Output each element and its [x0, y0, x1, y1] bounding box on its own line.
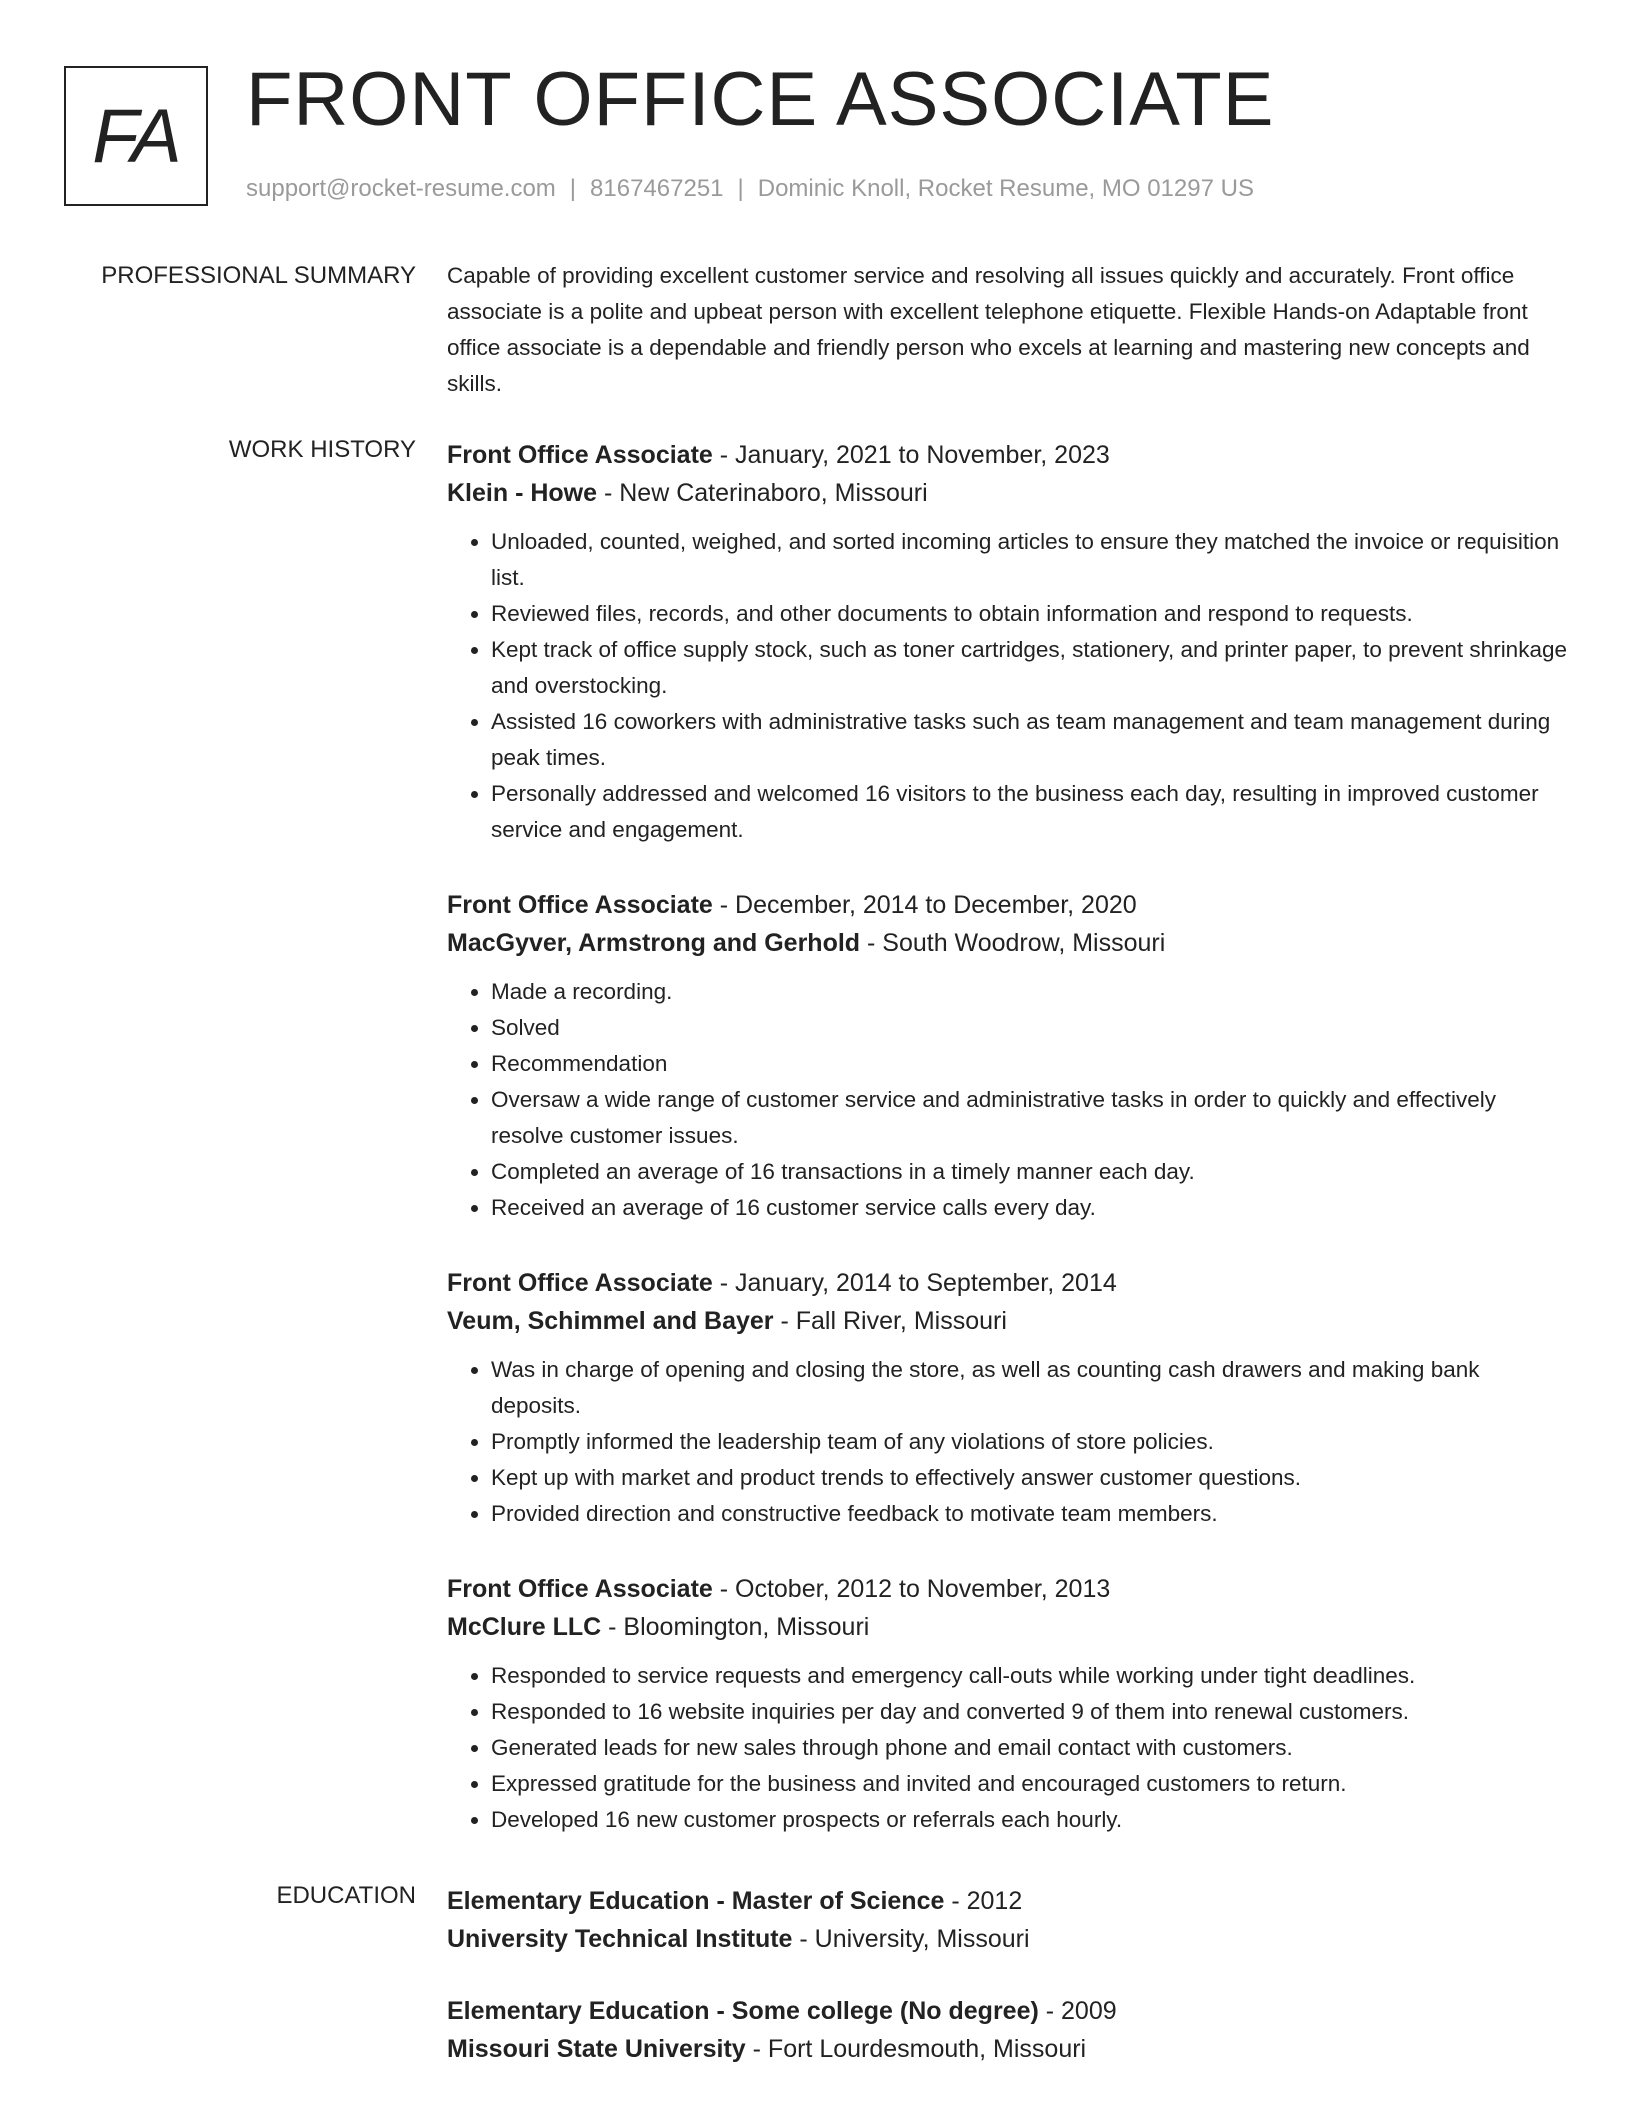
education-year: - 2012 — [944, 1887, 1023, 1915]
job-duty-item: • Made a recording. — [491, 974, 1567, 1010]
job-company: Veum, Schimmel and Bayer — [447, 1307, 774, 1335]
job-duty-item: • Responded to 16 website inquiries per day and converted 9 of them into renewal customers. — [491, 1694, 1567, 1730]
section-label-work-history: WORK HISTORY — [228, 436, 416, 463]
contact-email[interactable]: support@rocket-resume.com — [246, 175, 556, 202]
job-title-line — [447, 886, 1567, 924]
job-company-line — [447, 474, 1567, 512]
job-title: Front Office Associate — [447, 441, 713, 469]
job-entry — [447, 886, 1567, 1226]
job-duty-item: • Received an average of 16 customer service calls every day. — [491, 1190, 1567, 1226]
job-location: - South Woodrow, Missouri — [860, 929, 1166, 957]
job-duty-item: • Was in charge of opening and closing the store, as well as counting cash drawers and making bank deposits. — [491, 1352, 1567, 1424]
education-degree-line — [447, 1992, 1567, 2030]
job-company: Klein - Howe — [447, 479, 598, 507]
summary-body — [447, 262, 1567, 402]
job-company-line — [447, 1302, 1567, 1340]
job-duty-item: • Completed an average of 16 transactions in a timely manner each day. — [491, 1154, 1567, 1190]
job-duties-list — [447, 974, 1567, 1226]
initials-monogram: FA — [64, 66, 208, 206]
education-degree: Elementary Education - Some college (No degree) — [447, 1997, 1039, 2025]
contact-phone[interactable]: 8167467251 — [590, 175, 724, 202]
education-school-line — [447, 1920, 1567, 1958]
job-company: MacGyver, Armstrong and Gerhold — [447, 929, 861, 957]
section-label-education: EDUCATION — [276, 1882, 416, 1909]
job-entry — [447, 436, 1567, 848]
summary-text: Capable of providing excellent customer service and resolving all issues quickly and accurately. Front office associate is a polite and upbeat person with excellent telephone etiquette. Flexible Hands-on Adaptable front office associate is a dependable and friendly person who excels at learning and mastering new concepts and skills. — [447, 263, 1530, 396]
job-duties-list — [447, 1658, 1567, 1838]
job-duty-item: • Responded to service requests and emergency call-outs while working under tight deadlines. — [491, 1658, 1567, 1694]
contact-separator: | — [569, 175, 577, 202]
job-duty-item: • Generated leads for new sales through phone and email contact with customers. — [491, 1730, 1567, 1766]
job-duty-item: • Promptly informed the leadership team of any violations of store policies. — [491, 1424, 1567, 1460]
job-dates: - January, 2021 to November, 2023 — [712, 441, 1110, 469]
job-dates: - January, 2014 to September, 2014 — [712, 1269, 1117, 1297]
job-company-line — [447, 1608, 1567, 1646]
job-company: McClure LLC — [447, 1613, 602, 1641]
job-duty-item: • Oversaw a wide range of customer service and administrative tasks in order to quickly and effectively resolve customer issues. — [491, 1082, 1567, 1154]
contact-address: Dominic Knoll, Rocket Resume, MO 01297 US — [757, 175, 1254, 202]
education-entry — [447, 1992, 1567, 2068]
education-degree: Elementary Education - Master of Science — [447, 1887, 945, 1915]
education-body — [447, 1882, 1567, 2102]
education-entry — [447, 1882, 1567, 1958]
education-school-line — [447, 2030, 1567, 2068]
job-duty-item: • Recommendation — [491, 1046, 1567, 1082]
job-duty-item: • Kept up with market and product trends to effectively answer customer questions. — [491, 1460, 1567, 1496]
work-history-body — [447, 436, 1567, 1876]
job-title: Front Office Associate — [447, 1575, 713, 1603]
education-degree-line — [447, 1882, 1567, 1920]
page-title: FRONT OFFICE ASSOCIATE — [246, 57, 1275, 142]
job-title: Front Office Associate — [447, 891, 713, 919]
contact-separator: | — [737, 175, 744, 202]
job-title: Front Office Associate — [447, 1269, 713, 1297]
job-duty-item: • Unloaded, counted, weighed, and sorted incoming articles to ensure they matched the invoice or requisition list. — [491, 524, 1567, 596]
job-duty-item: • Reviewed files, records, and other documents to obtain information and respond to requests. — [491, 596, 1567, 632]
job-location: - New Caterinaboro, Missouri — [597, 479, 928, 507]
job-duty-item: • Expressed gratitude for the business and invited and encouraged customers to return. — [491, 1766, 1567, 1802]
job-location: - Bloomington, Missouri — [601, 1613, 870, 1641]
job-dates: - December, 2014 to December, 2020 — [712, 891, 1137, 919]
job-title-line — [447, 1570, 1567, 1608]
job-entry — [447, 1264, 1567, 1532]
section-label-summary: PROFESSIONAL SUMMARY — [101, 262, 416, 289]
education-school: University Technical Institute — [447, 1925, 793, 1953]
job-duties-list — [447, 524, 1567, 848]
resume-header — [64, 57, 1568, 210]
job-entry — [447, 1570, 1567, 1838]
job-duties-list — [447, 1352, 1567, 1532]
education-school: Missouri State University — [447, 2035, 746, 2063]
job-duty-item: • Solved — [491, 1010, 1567, 1046]
education-year: - 2009 — [1038, 1997, 1117, 2025]
job-duty-item: • Assisted 16 coworkers with administrative tasks such as team management and team management during peak times. — [491, 704, 1567, 776]
job-duty-item: • Provided direction and constructive feedback to motivate team members. — [491, 1496, 1567, 1532]
education-location: - University, Missouri — [792, 1925, 1030, 1953]
job-title-line — [447, 1264, 1567, 1302]
job-title-line — [447, 436, 1567, 474]
job-company-line — [447, 924, 1567, 962]
job-dates: - October, 2012 to November, 2013 — [712, 1575, 1111, 1603]
education-location: - Fort Lourdesmouth, Missouri — [745, 2035, 1087, 2063]
job-duty-item: • Personally addressed and welcomed 16 visitors to the business each day, resulting in improved customer service and engagement. — [491, 776, 1567, 848]
contact-line — [246, 175, 1254, 203]
job-duty-item: • Developed 16 new customer prospects or referrals each hourly. — [491, 1802, 1567, 1838]
job-duty-item: • Kept track of office supply stock, such as toner cartridges, stationery, and printer paper, to prevent shrinkage and overstocking. — [491, 632, 1567, 704]
job-location: - Fall River, Missouri — [773, 1307, 1007, 1335]
